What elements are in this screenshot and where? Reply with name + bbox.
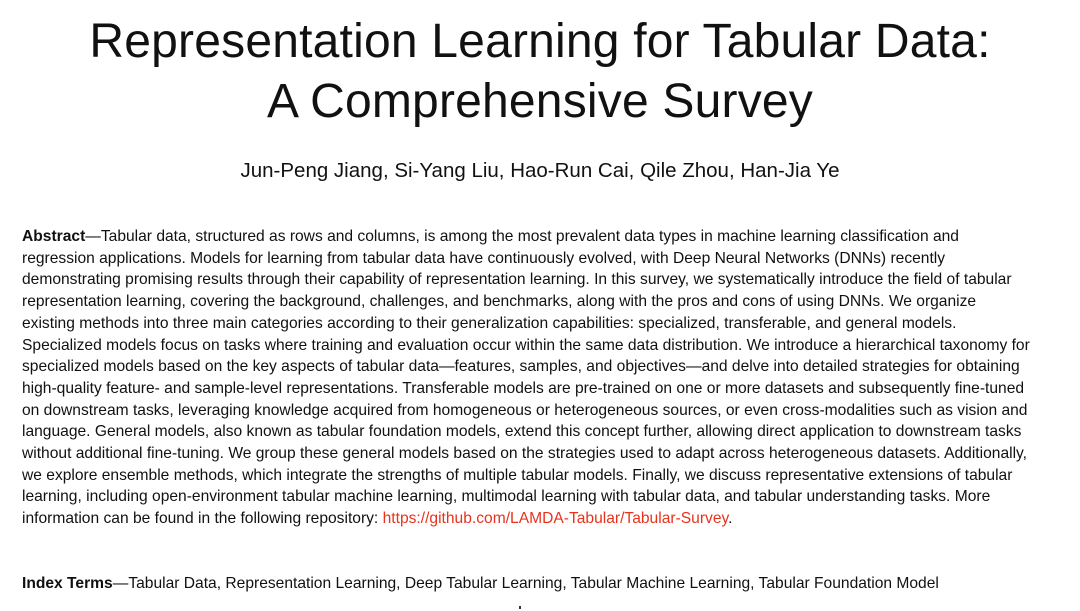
abstract-end: . [728, 510, 733, 528]
page-mark [519, 606, 521, 609]
paper-title [0, 12, 1080, 132]
index-terms-label: Index Terms [22, 575, 113, 592]
repository-link[interactable]: https://github.com/LAMDA-Tabular/Tabular-Survey [382, 510, 729, 528]
title-line-2: A Comprehensive Survey [267, 75, 813, 128]
index-terms-text: —Tabular Data, Representation Learning, Deep Tabular Learning, Tabular Machine Learning, Tabular Foundation Model [112, 575, 939, 592]
abstract-text: —Tabular data, structured as rows and columns, is among the most prevalent data types in machine learning classification and regression applications. Models for learning from tabular data have continuously evolved, with Deep Neural Networks (DNNs) recently demonstrating promising results through their capability of representation learning. In this survey, we systematically introduce the field of tabular representation learning, covering the background, challenges, and benchmarks, along with the pros and cons of using DNNs. We organize existing methods into three main categories according to their generalization capabilities: specialized, transferable, and general models. Specialized models focus on tasks where training and evaluation occur within the same data distribution. We introduce a hierarchical taxonomy for specialized models based on the key aspects of tabular data—features, samples, and objectives—and delve into detailed strategies for obtaining high-quality feature- and sample-level representations. Transferable models are pre-trained on one or more datasets and subsequently fine-tuned on downstream tasks, leveraging knowledge acquired from homogeneous or heterogeneous sources, or even cross-modalities such as vision and language. General models, also known as tabular foundation models, extend this concept further, allowing direct application to downstream tasks without additional fine-tuning. We group these general models based on the strategies used to adapt across heterogeneous datasets. Additionally, we explore ensemble methods, which integrate the strengths of multiple tabular models. Finally, we discuss representative extensions of tabular learning, including open-environment tabular machine learning, multimodal learning with tabular data, and tabular understanding tasks. More information can be found in the following repository: [22, 228, 1030, 528]
author-list: Jun-Peng Jiang, Si-Yang Liu, Hao-Run Cai, Qile Zhou, Han-Jia Ye [240, 159, 840, 182]
title-line-1: Representation Learning for Tabular Data: [89, 15, 991, 68]
abstract-label: Abstract [22, 228, 86, 245]
index-terms [22, 573, 1062, 594]
abstract [22, 226, 1032, 530]
